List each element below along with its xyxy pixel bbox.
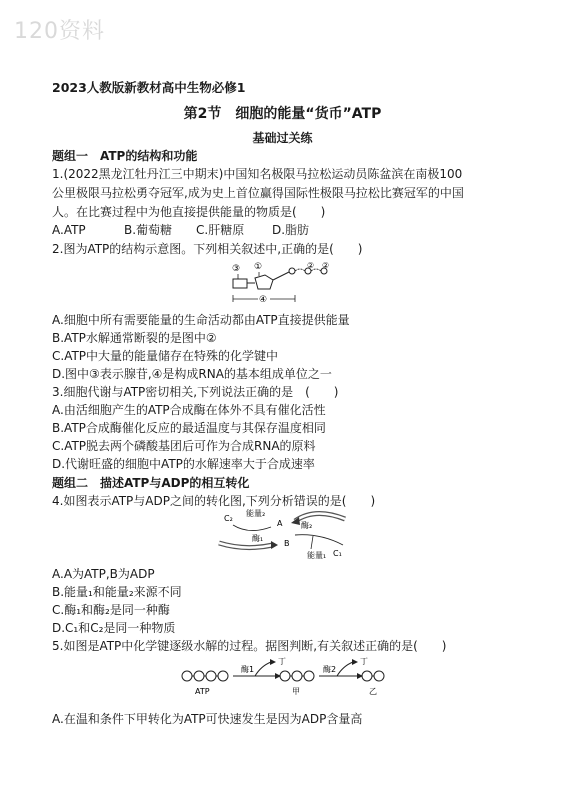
phosphate-circle <box>289 268 295 274</box>
atp-hydrolysis-figure <box>175 652 415 698</box>
q2-option-b: B.ATP水解通常断裂的是图中② <box>52 331 217 345</box>
figure-label: C₂ <box>224 514 233 523</box>
q4-option-a: A.A为ATP,B为ADP <box>52 567 155 581</box>
q5-stem: 5.如图是ATP中化学键逐级水解的过程。据图判断,有关叙述正确的是( ) <box>52 639 447 653</box>
figure-label: 能量₁ <box>307 551 327 560</box>
q2-stem: 2.图为ATP的结构示意图。下列相关叙述中,正确的是( ) <box>52 242 363 256</box>
q3-option-b: B.ATP合成酶催化反应的最适温度与其保存温度相同 <box>52 421 326 435</box>
figure-label: 酶1 <box>241 665 255 674</box>
figure-label: A <box>277 519 283 528</box>
group-heading-2: 题组二 描述ATP与ADP的相互转化 <box>52 476 250 490</box>
atp-adp-cycle-figure <box>215 505 360 563</box>
figure-label: ① <box>254 262 263 272</box>
q4-option-c: C.酶₁和酶₂是同一种酶 <box>52 603 170 617</box>
figure-label: 酶₂ <box>301 521 313 530</box>
atp-structure-figure <box>225 258 345 313</box>
q3-stem: 3.细胞代谢与ATP密切相关,下列说法正确的是 ( ) <box>52 385 339 399</box>
figure-label: ④ <box>259 295 268 305</box>
figure-label: 丁 <box>278 657 286 666</box>
section-title: 第2节 细胞的能量“货币”ATP <box>183 106 382 122</box>
q1-option-b: B.葡萄糖 <box>124 223 173 237</box>
q3-option-d: D.代谢旺盛的细胞中ATP的水解速率大于合成速率 <box>52 457 315 471</box>
q5-option-a: A.在温和条件下甲转化为ATP可快速发生是因为ADP含量高 <box>52 712 363 726</box>
q4-stem: 4.如图表示ATP与ADP之间的转化图,下列分析错误的是( ) <box>52 494 376 508</box>
figure-label: ③ <box>232 264 241 274</box>
figure-label: 甲 <box>292 687 300 696</box>
q2-option-c: C.ATP中大量的能量储存在特殊的化学键中 <box>52 349 279 363</box>
q2-option-a: A.细胞中所有需要能量的生命活动都由ATP直接提供能量 <box>52 313 350 327</box>
q1-option-c: C.肝糖原 <box>196 223 245 237</box>
q1-option-a: A.ATP <box>52 223 86 237</box>
q1-line: 1.(2022黑龙江牡丹江三中期末)中国知名极限马拉松运动员陈盆滨在南极100 <box>52 167 463 181</box>
ribose-pentagon <box>255 275 273 289</box>
q1-option-d: D.脂肪 <box>272 223 310 237</box>
figure-label: C₁ <box>333 549 342 558</box>
figure-label: 乙 <box>369 687 377 696</box>
q1-line: 人。在比赛过程中为他直接提供能量的物质是( ) <box>52 205 326 219</box>
figure-label: ② <box>307 261 315 270</box>
q3-option-a: A.由活细胞产生的ATP合成酶在体外不具有催化活性 <box>52 403 326 417</box>
figure-label: 丁 <box>360 657 368 666</box>
watermark: 120资料 <box>14 19 105 44</box>
group-heading-1: 题组一 ATP的结构和功能 <box>52 149 198 163</box>
document-header: 2023人教版新教材高中生物必修1 <box>52 80 246 95</box>
q4-option-d: D.C₁和C₂是同一种物质 <box>52 621 176 635</box>
exercise-title: 基础过关练 <box>252 131 313 145</box>
q2-option-d: D.图中③表示腺苷,④是构成RNA的基本组成单位之一 <box>52 367 332 381</box>
figure-label: 酶2 <box>323 665 337 674</box>
q1-line: 公里极限马拉松勇夺冠军,成为史上首位赢得国际性极限马拉松比赛冠军的中国 <box>52 186 464 200</box>
figure-label: 酶₁ <box>252 534 264 543</box>
figure-label: ATP <box>195 687 210 696</box>
q3-option-c: C.ATP脱去两个磷酸基团后可作为合成RNA的原料 <box>52 439 316 453</box>
figure-label: B <box>284 539 290 548</box>
figure-label: ② <box>322 261 330 270</box>
figure-label: 能量₂ <box>246 509 266 518</box>
q4-option-b: B.能量₁和能量₂来源不同 <box>52 585 182 599</box>
adenine-shape <box>233 279 247 288</box>
